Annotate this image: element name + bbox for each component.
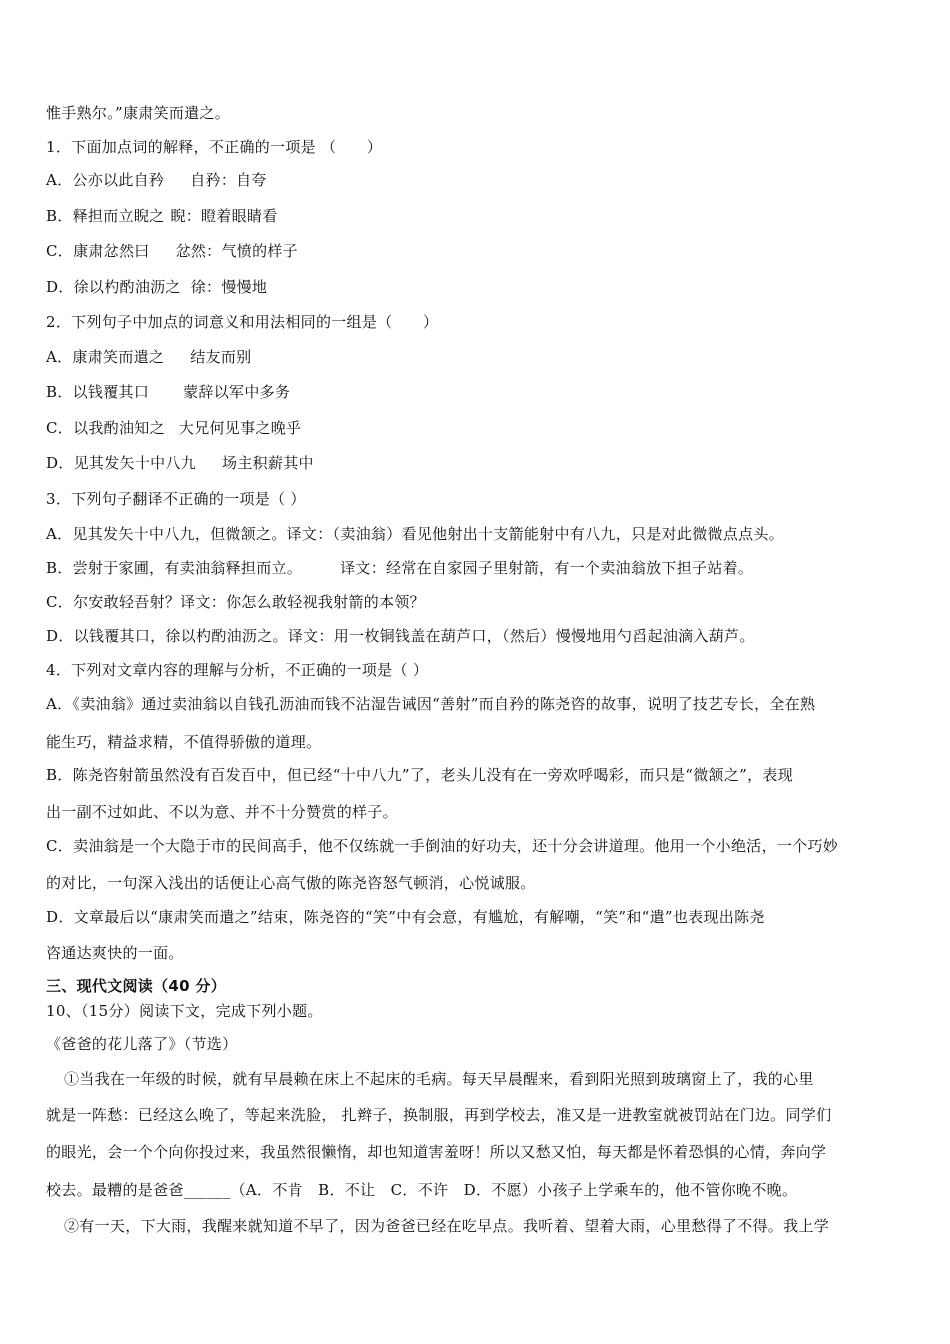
question-2: 2．下列句子中加点的词意义和用法相同的一组是（ ） [46, 313, 439, 331]
q2-option-c-second: 大兄何见事之晚乎 [178, 419, 302, 437]
q1-option-a-sentence: A．公亦以此自矜 [46, 171, 165, 189]
paragraph-1-line4: 校去。最糟的是爸爸______（A．不肯 B．不让 C．不许 D．不愿）小孩子上学乘车的，他不管你晚不晚。 [46, 1181, 798, 1199]
paragraph-2-line1: ②有一天，下大雨，我醒来就知道不早了，因为爸爸已经在吃早点。我听着、望着大雨，心里愁得了不得。我上学 [64, 1217, 830, 1235]
q2-option-d-first: D．见其发矢十中八九 [46, 454, 197, 472]
q2-option-d [46, 453, 314, 473]
q1-option-a [46, 170, 267, 190]
q1-option-c-sentence: C．康肃忿然曰 [46, 242, 150, 260]
q1-option-c [46, 241, 298, 261]
q1-option-b-sentence: B．释担而立睨之 [46, 207, 165, 225]
q1-option-c-gloss: 忿然：气愤的样子 [175, 242, 298, 260]
q2-option-c [46, 418, 301, 438]
question-3: 3．下列句子翻译不正确的一项是（ ） [46, 490, 306, 508]
q1-option-b [46, 206, 278, 226]
paragraph-1-line3: 的眼光，会一个个向你投过来，我虽然很懒惰，却也知道害羞呀！所以又愁又怕，每天都是怀着恐惧的心情，奔向学 [46, 1143, 827, 1161]
q3-option-b-translation: 译文：经常在自家园子里射箭，有一个卖油翁放下担子站着。 [340, 559, 754, 577]
q2-option-b [46, 382, 290, 402]
q3-option-a: A．见其发矢十中八九，但微颔之。译文：（卖油翁）看见他射出十支箭能射中有八九，只是对此微微点点头。 [46, 525, 785, 543]
q2-option-a [46, 347, 251, 367]
paragraph-1-line1: ①当我在一年级的时候，就有早晨赖在床上不起床的毛病。每天早晨醒来，看到阳光照到玻璃窗上了，我的心里 [64, 1070, 814, 1088]
passage-ending: 惟手熟尔。”康肃笑而遣之。 [46, 104, 231, 122]
passage-title: 《爸爸的花儿落了》（节选） [46, 1035, 238, 1053]
q1-option-d [46, 277, 267, 297]
q1-option-d-gloss: 徐：慢慢地 [190, 278, 268, 296]
question-10: 10、（15分）阅读下文，完成下列小题。 [46, 1002, 323, 1020]
q2-option-a-first: A．康肃笑而遣之 [46, 348, 165, 366]
q4-option-d-line1: D．文章最后以“康肃笑而遣之”结束，陈尧咨的“笑”中有会意，有尴尬，有解嘲，“笑”和“遣”也表现出陈尧 [46, 908, 765, 926]
q3-option-b [46, 558, 753, 578]
q2-option-a-second: 结友而别 [190, 348, 252, 366]
q4-option-d-line2: 咨通达爽快的一面。 [46, 944, 184, 962]
q2-option-b-first: B．以钱覆其口 [46, 383, 150, 401]
q3-option-d: D．以钱覆其口，徐以杓酌油沥之。译文：用一枚铜钱盖在葫芦口，（然后）慢慢地用勺舀起油滴入葫芦。 [46, 627, 755, 645]
q4-option-b-line2: 出一副不过如此、不以为意、并不十分赞赏的样子。 [46, 803, 398, 821]
section-heading: 三、现代文阅读（40 分） [46, 977, 226, 995]
q4-option-c-line2: 的对比，一句深入浅出的话便让心高气傲的陈尧咨怒气顿消，心悦诚服。 [46, 874, 536, 892]
q1-option-d-sentence: D．徐以杓酌油沥之 [46, 278, 181, 296]
q1-option-a-gloss: 自矜：自夸 [190, 171, 267, 189]
question-4: 4．下列对文章内容的理解与分析，不正确的一项是（ ） [46, 661, 429, 679]
q1-option-b-gloss: 睨：瞪着眼睛看 [170, 207, 278, 225]
q4-option-a-line2: 能生巧，精益求精，不值得骄傲的道理。 [46, 733, 322, 751]
q4-option-a-line1: A．《卖油翁》通过卖油翁以自钱孔沥油而钱不沾湿告诫因“善射”而自矜的陈尧咨的故事，说明了技艺专长，全在熟 [46, 695, 816, 713]
paragraph-1-line2: 就是一阵愁：已经这么晚了，等起来洗脸， 扎辫子，换制服，再到学校去，准又是一进教室就被罚站在门边。同学们 [46, 1106, 832, 1124]
q4-option-b-line1: B．陈尧咨射箭虽然没有百发百中，但已经“十中八九”了，老头儿没有在一旁欢呼喝彩，而只是“微颔之”，表现 [46, 766, 794, 784]
question-1: 1．下面加点词的解释，不正确的一项是 （ ） [46, 138, 383, 156]
q3-option-c: C．尔安敢轻吾射？译文：你怎么敢轻视我射箭的本领？ [46, 593, 425, 611]
q2-option-d-second: 场主积薪其中 [222, 454, 314, 472]
q3-option-b-sentence: B．尝射于家圃，有卖油翁释担而立。 [46, 559, 303, 577]
q4-option-c-line1: C．卖油翁是一个大隐于市的民间高手，他不仅练就一手倒油的好功夫，还十分会讲道理。他用一个小绝活，一个巧妙 [46, 837, 839, 855]
q2-option-b-second: 蒙辞以军中多务 [183, 383, 291, 401]
q2-option-c-first: C．以我酌油知之 [46, 419, 165, 437]
